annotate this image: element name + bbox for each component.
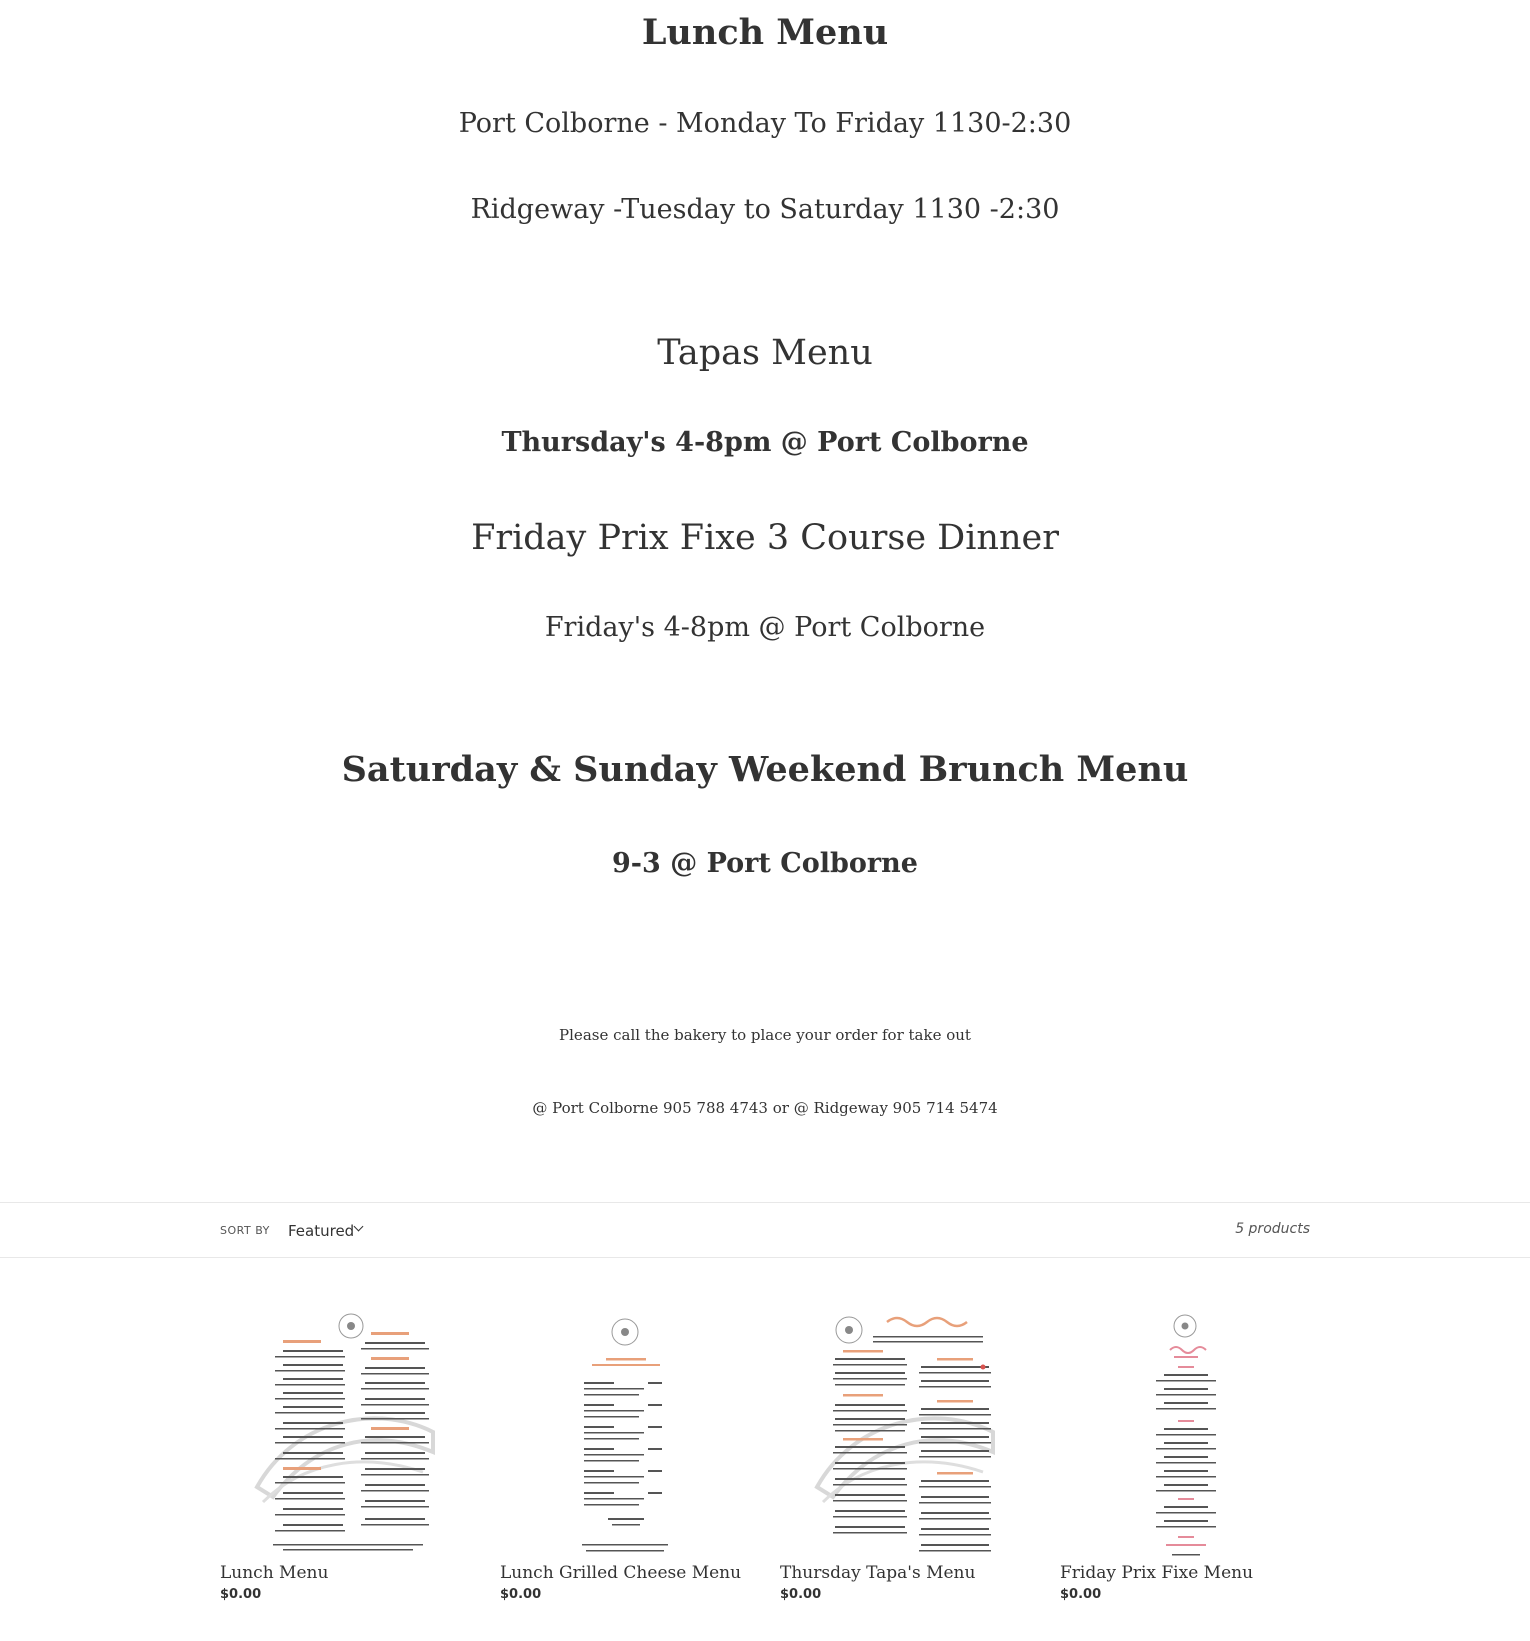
product-price: $0.00 (500, 1587, 542, 1603)
product-title[interactable]: Lunch Grilled Cheese Menu (500, 1563, 742, 1583)
tapas-menu-thumbnail[interactable] (780, 1312, 1030, 1562)
product-price: $0.00 (780, 1587, 822, 1603)
product-title[interactable]: Thursday Tapa's Menu (780, 1563, 976, 1583)
menu-image (578, 1312, 673, 1562)
sort-by-select[interactable] (278, 1215, 382, 1247)
tapas-menu-heading: Tapas Menu (657, 333, 873, 373)
lunch-hours-ridgeway: Ridgeway -Tuesday to Saturday 1130 -2:30 (470, 194, 1060, 225)
weekend-brunch-heading: Saturday & Sunday Weekend Brunch Menu (341, 749, 1189, 790)
sort-selected-value: Featured (288, 1222, 355, 1240)
grilled-cheese-menu-thumbnail[interactable] (500, 1312, 750, 1562)
lunch-hours-port-colborne: Port Colborne - Monday To Friday 1130-2:30 (458, 108, 1072, 139)
sort-by-label: SORT BY (220, 1224, 270, 1237)
product-card-lunch-grilled-cheese-menu[interactable] (500, 1312, 750, 1602)
menu-image (253, 1312, 438, 1562)
brunch-hours: 9-3 @ Port Colborne (612, 848, 918, 879)
lunch-menu-thumbnail[interactable] (220, 1312, 470, 1562)
friday-hours: Friday's 4-8pm @ Port Colborne (544, 612, 986, 643)
product-price: $0.00 (1060, 1587, 1102, 1603)
product-card-friday-prix-fixe-menu[interactable] (1060, 1312, 1310, 1602)
takeout-note: Please call the bakery to place your order for take out (559, 1026, 971, 1044)
product-card-thursday-tapas-menu[interactable] (780, 1312, 1030, 1602)
collection-filter-bar (0, 1202, 1530, 1258)
prix-fixe-menu-thumbnail[interactable] (1060, 1312, 1310, 1562)
product-title[interactable]: Lunch Menu (220, 1563, 329, 1583)
menu-image (1138, 1312, 1233, 1562)
phone-numbers-note: @ Port Colborne 905 788 4743 or @ Ridgeway 905 714 5474 (532, 1099, 998, 1117)
friday-prix-fixe-heading: Friday Prix Fixe 3 Course Dinner (471, 518, 1059, 558)
menu-image (813, 1312, 998, 1562)
lunch-menu-heading: Lunch Menu (641, 12, 889, 53)
product-price: $0.00 (220, 1587, 262, 1603)
product-card-lunch-menu[interactable] (220, 1312, 470, 1602)
chevron-down-icon (354, 1222, 364, 1232)
tapas-hours: Thursday's 4-8pm @ Port Colborne (501, 427, 1029, 458)
product-title[interactable]: Friday Prix Fixe Menu (1060, 1563, 1254, 1583)
product-count: 5 products (1235, 1221, 1310, 1237)
